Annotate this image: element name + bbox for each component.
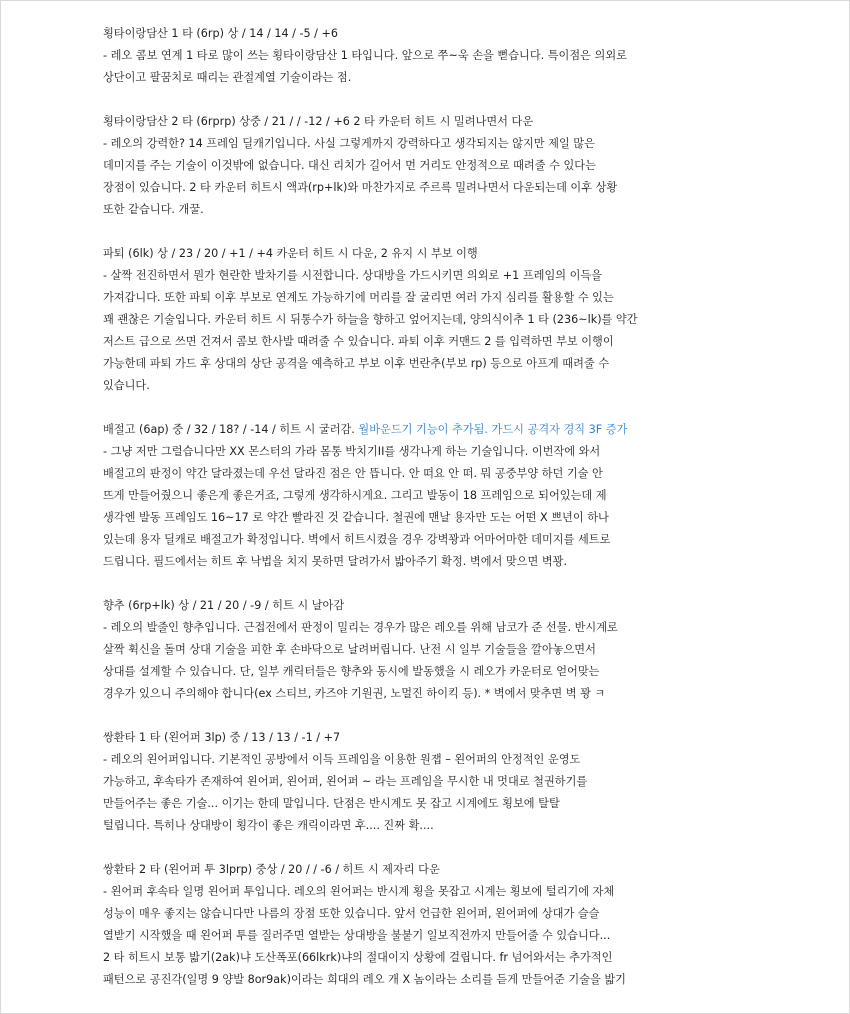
move-section bbox=[103, 595, 743, 705]
move-description-line: 생각엔 발동 프레임도 16~17 로 약간 빨라진 것 같습니다. 철권에 맨날 용자만 도는 어떤 X 쁘년이 하나 bbox=[103, 511, 609, 524]
move-description-line: 가능하고, 후속타가 존재하여 왼어퍼, 왼어퍼, 왼어퍼 ~ 라는 프레임을 무시한 내 멋대로 철권하기를 bbox=[103, 775, 588, 788]
move-description-line: - 레오 콤보 연계 1 타로 많이 쓰는 횡타이랑담산 1 타입니다. 앞으로 쭈~욱 손을 뻗습니다. 특이점은 의외로 bbox=[103, 49, 627, 62]
move-description-line: 꽤 괜찮은 기술입니다. 카운터 히트 시 뒤통수가 하늘을 향하고 엎어지는데, 양의식이추 1 타 (236~lk)를 약간 bbox=[103, 313, 638, 326]
move-description-line: - 왼어퍼 후속타 일명 왼어퍼 투입니다. 레오의 왼어퍼는 반시계 횡을 못잡고 시계는 횡보에 털리기에 자체 bbox=[103, 885, 615, 898]
move-heading-text: 배절고 (6ap) 중 / 32 / 18? / -14 / 히트 시 굴러감. bbox=[103, 423, 355, 436]
move-section bbox=[103, 23, 743, 89]
move-description-line: 가능한데 파퇴 가드 후 상대의 상단 공격을 예측하고 부보 이후 번란추(부보 rp) 등으로 아프게 때려줄 수 bbox=[103, 357, 610, 370]
move-description-line: 2 타 히트시 보통 밟기(2ak)냐 도산폭포(66lkrk)냐의 절대이지 상황에 걸립니다. fr 넘어와서는 추가적인 bbox=[103, 951, 613, 964]
move-description-line: - 레오의 강력한? 14 프레임 딜캐기입니다. 사실 그렇게까지 강력하다고 생각되지는 않지만 제일 많은 bbox=[103, 137, 595, 150]
move-description-line: 살짝 휙신을 돌며 상대 기술을 피한 후 손바닥으로 날려버립니다. 난전 시 일부 기술들을 깔아놓으면서 bbox=[103, 643, 596, 656]
move-description-line: - 살짝 전진하면서 뭔가 현란한 발차기를 시전합니다. 상대방을 가드시키면 의외로 +1 프레임의 이득을 bbox=[103, 269, 603, 282]
move-description-line: 상대를 설계할 수 있습니다. 단, 일부 캐릭터들은 향추와 동시에 발동했을 시 레오가 카운터로 얻어맞는 bbox=[103, 665, 600, 678]
move-description-line: 털립니다. 특히나 상대방이 횡각이 좋은 캐릭이라면 후.... 진짜 확.... bbox=[103, 819, 434, 832]
move-description-line: 경우가 있으니 주의해야 합니다(ex 스티브, 카즈야 기원권, 노멀진 하이킥 등). * 벽에서 맞추면 벽 꽝 ㅋ bbox=[103, 687, 606, 700]
move-heading: 횡타이랑담산 1 타 (6rp) 상 / 14 / 14 / -5 / +6 bbox=[103, 27, 338, 40]
move-description-line: 저스트 급으로 쓰면 건져서 콤보 한사발 때려줄 수 있습니다. 파퇴 이후 커맨드 2 를 입력하면 부보 이행이 bbox=[103, 335, 614, 348]
move-description-line: 배절고의 판정이 약간 달라졌는데 우선 달라진 점은 안 뜹니다. 안 떠요 안 떠. 뭐 공중부양 하던 기술 안 bbox=[103, 467, 603, 480]
move-section bbox=[103, 727, 743, 837]
move-description-line: - 레오의 왼어퍼입니다. 기본적인 공방에서 이득 프레임을 이용한 원잽 – 왼어퍼의 안정적인 운영도 bbox=[103, 753, 581, 766]
move-description-line: 장점이 있습니다. 2 타 카운터 히트시 액과(rp+lk)와 마찬가지로 주르륵 밀려나면서 다운되는데 이후 상황 bbox=[103, 181, 618, 194]
move-section bbox=[103, 859, 743, 991]
move-description-line: 상단이고 팔꿈치로 때리는 관절계열 기술이라는 점. bbox=[103, 71, 352, 84]
move-section bbox=[103, 111, 743, 221]
move-description-line: 데미지를 주는 기술이 이것밖에 없습니다. 대신 리치가 길어서 먼 거리도 안정적으로 때려줄 수 있다는 bbox=[103, 159, 596, 172]
move-description-line: 또한 같습니다. 개꿀. bbox=[103, 203, 204, 216]
move-section bbox=[103, 419, 743, 573]
move-description-line: 성능이 매우 좋지는 않습니다만 나름의 장점 또한 있습니다. 앞서 언급한 왼어퍼, 왼어퍼에 상대가 슬슬 bbox=[103, 907, 600, 920]
move-section bbox=[103, 243, 743, 397]
move-description-line: 있습니다. bbox=[103, 379, 150, 392]
move-description-line: 있는데 용자 딜캐로 배절고가 확정입니다. 벽에서 히트시켰을 경우 강벽꽝과 어마어마한 데미지를 세트로 bbox=[103, 533, 611, 546]
move-description-line: 열받기 시작했을 때 왼어퍼 투를 질러주면 열받는 상대방을 불붙기 일보직전까지 만들어줄 수 있습니다... bbox=[103, 929, 611, 942]
move-description-line: 드립니다. 필드에서는 히트 후 낙법을 치지 못하면 달려가서 밟아주기 확정. 벽에서 맞으면 벽꽝. bbox=[103, 555, 568, 568]
move-heading: 향추 (6rp+lk) 상 / 21 / 20 / -9 / 히트 시 날아감 bbox=[103, 599, 345, 612]
move-description-line: 만들어주는 좋은 기술... 이기는 한데 말입니다. 단점은 반시계도 못 잡고 시계에도 횡보에 탈탈 bbox=[103, 797, 560, 810]
move-heading: 쌍환타 1 타 (왼어퍼 3lp) 중 / 13 / 13 / -1 / +7 bbox=[103, 731, 341, 744]
patch-note-highlight: 월바운드기 기능이 추가됨. 가드시 공격자 경직 3F 증가 bbox=[354, 423, 628, 436]
move-description-line: 가져갑니다. 또한 파퇴 이후 부보로 연계도 가능하기에 머리를 잘 굴리면 여러 가지 심리를 활용할 수 있는 bbox=[103, 291, 614, 304]
move-heading: 쌍환타 2 타 (왼어퍼 투 3lprp) 중상 / 20 / / -6 / 히트 시 제자리 다운 bbox=[103, 863, 440, 876]
move-heading: 횡타이랑담산 2 타 (6rprp) 상중 / 21 / / -12 / +6 2 타 카운터 히트 시 밀려나면서 다운 bbox=[103, 115, 534, 128]
move-heading: 파퇴 (6lk) 상 / 23 / 20 / +1 / +4 카운터 히트 시 다운, 2 유지 시 부보 이행 bbox=[103, 247, 478, 260]
move-description-line: 뜨게 만들어줬으니 좋은게 좋은거죠, 그렇게 생각하시게요. 그리고 발동이 18 프레임으로 되어있는데 제 bbox=[103, 489, 607, 502]
move-description-line: - 레오의 발줄인 향추입니다. 근접전에서 판정이 밀리는 경우가 많은 레오를 위해 남코가 준 선물. 반시계로 bbox=[103, 621, 618, 634]
move-heading bbox=[103, 419, 743, 441]
document-body bbox=[103, 23, 743, 1013]
move-description-line: - 그냥 저만 그럴습니다만 XX 몬스터의 가라 몸통 박치기II를 생각나게 하는 기술입니다. 이번작에 와서 bbox=[103, 445, 601, 458]
move-description-line: 패턴으로 공진각(일명 9 양발 8or9ak)이라는 희대의 레오 개 X 놈이라는 소리를 듣게 만들어준 기술을 밟기 bbox=[103, 973, 626, 986]
